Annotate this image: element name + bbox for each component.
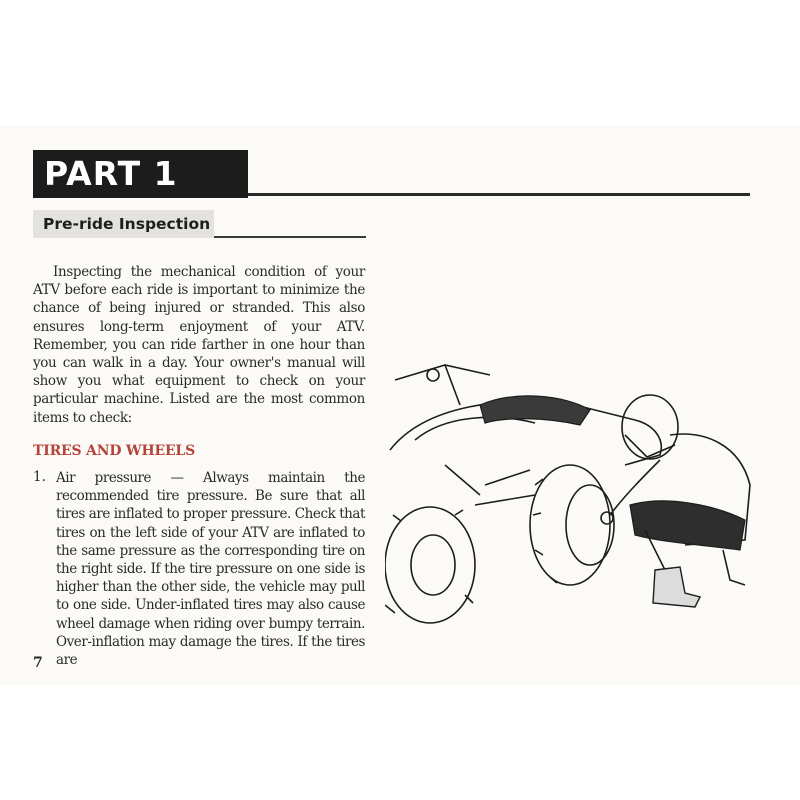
atv-tire-check-illustration [385, 345, 765, 630]
atv-front-tire [530, 465, 610, 585]
atv-rear-treads [385, 510, 473, 613]
atv-seat [480, 396, 590, 425]
atv-front-treads [533, 479, 557, 583]
list-item-number: 1. [33, 469, 46, 485]
page-number: 7 [33, 655, 43, 671]
atv-body-line [415, 417, 535, 440]
part-divider [248, 193, 750, 196]
boot [653, 567, 700, 607]
atv-handlebar [395, 365, 490, 380]
person-rear-leg [723, 550, 745, 585]
tire-gauge [601, 512, 613, 524]
list-item-text: Air pressure — Always maintain the recommended tire pressure. Be sure that all tires are inflated to proper pressure. Check that tires on the left side of your ATV are inflated to the same pressure as the corresponding tire on the right side. If the tire pressure on one side is higher than the other side, the vehicle may pull to one side. Under-inflated tires may also cause wheel damage when riding over bumpy terrain. Over-inflation may damage the tires. If the tires are [56, 470, 365, 669]
atv-frame [445, 465, 535, 505]
person-pants [630, 501, 745, 550]
atv-lever [427, 369, 439, 381]
atv-steering-post [445, 365, 460, 405]
section-divider [214, 236, 366, 238]
intro-paragraph: Inspecting the mechanical condition of your ATV before each ride is important to minimize the chance of being injured or stranded. This also ensures long-term enjoyment of your ATV. Remember, you can ride farther in one hour than you can walk in a day. Your owner's manual will show you what equipment to check on your particular machine. Listed are the most common items to check: [33, 264, 365, 426]
section-title: Pre-ride Inspection [43, 215, 211, 233]
part-title: PART 1 [44, 154, 178, 193]
atv-rear-tire [385, 507, 475, 623]
helmet-visor [625, 435, 675, 457]
tires-wheels-heading: TIRES AND WHEELS [33, 443, 195, 459]
atv-rear-rim [411, 535, 455, 595]
atv-front-rim [566, 485, 614, 565]
